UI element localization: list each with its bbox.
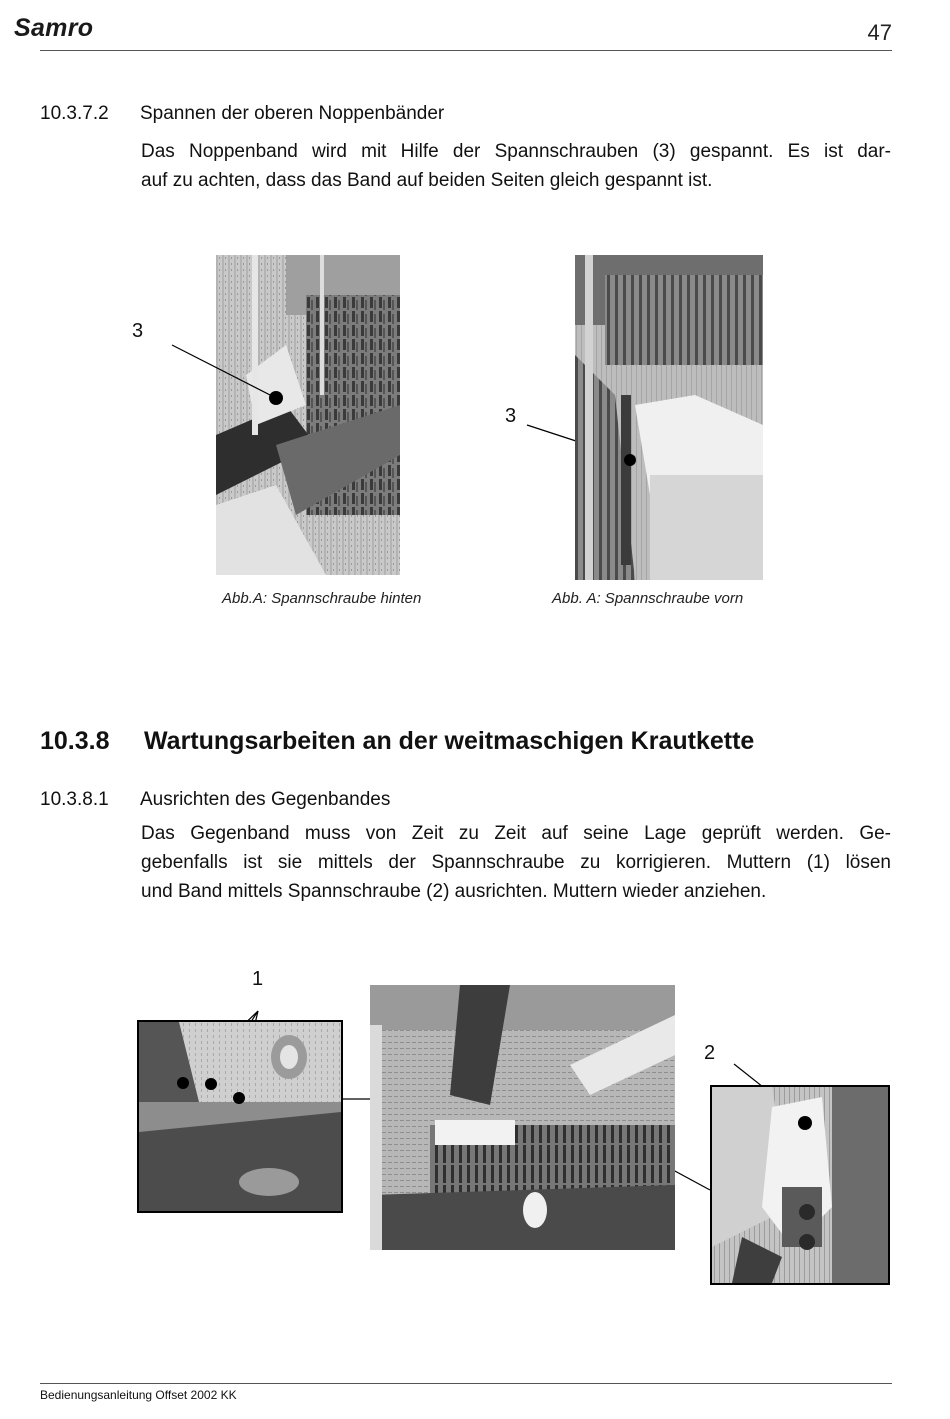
callout-label-1: 1 bbox=[252, 968, 264, 990]
subsection-title: Ausrichten des Gegenbandes bbox=[140, 789, 391, 810]
caption-right: Abb. A: Spannschraube vorn bbox=[552, 590, 744, 607]
footer-text: Bedienungsanleitung Offset 2002 KK bbox=[40, 1388, 237, 1402]
caption-left: Abb.A: Spannschraube hinten bbox=[222, 590, 422, 607]
subsection-number: 10.3.8.1 bbox=[40, 789, 109, 810]
callout-label-2: 2 bbox=[704, 1042, 716, 1064]
section-number: 10.3.8 bbox=[40, 727, 110, 755]
paragraph-2 bbox=[141, 819, 891, 906]
paragraph-line: und Band mittels Spannschraube (2) ausrichten. Muttern wieder anziehen. bbox=[141, 881, 767, 902]
footer-rule bbox=[40, 1383, 892, 1384]
subsection-title: Spannen der oberen Noppenbänder bbox=[140, 103, 445, 124]
paragraph-line: auf zu achten, dass das Band auf beiden Seiten gleich gespannt ist. bbox=[141, 170, 713, 191]
photo-spannschraube-vorn bbox=[575, 255, 763, 580]
photo-gegenband-overview bbox=[370, 985, 675, 1250]
brand-logo-text: Samro bbox=[14, 14, 94, 42]
callout-label-3-right: 3 bbox=[505, 405, 517, 427]
callout-label-3-left: 3 bbox=[132, 320, 144, 342]
section-title: Wartungsarbeiten an der weitmaschigen Krautkette bbox=[144, 727, 755, 755]
photo-spannschraube-detail bbox=[710, 1085, 890, 1285]
paragraph-line: gebenfalls ist sie mittels der Spannschraube zu korrigieren. Muttern (1) lösen bbox=[141, 852, 891, 873]
photo-muttern-detail bbox=[137, 1020, 343, 1213]
paragraph-line: Das Noppenband wird mit Hilfe der Spannschrauben (3) gespannt. Es ist dar- bbox=[141, 141, 891, 162]
subsection-number: 10.3.7.2 bbox=[40, 103, 109, 124]
page-number: 47 bbox=[867, 20, 892, 45]
paragraph-line: Das Gegenband muss von Zeit zu Zeit auf seine Lage geprüft werden. Ge- bbox=[141, 823, 891, 844]
